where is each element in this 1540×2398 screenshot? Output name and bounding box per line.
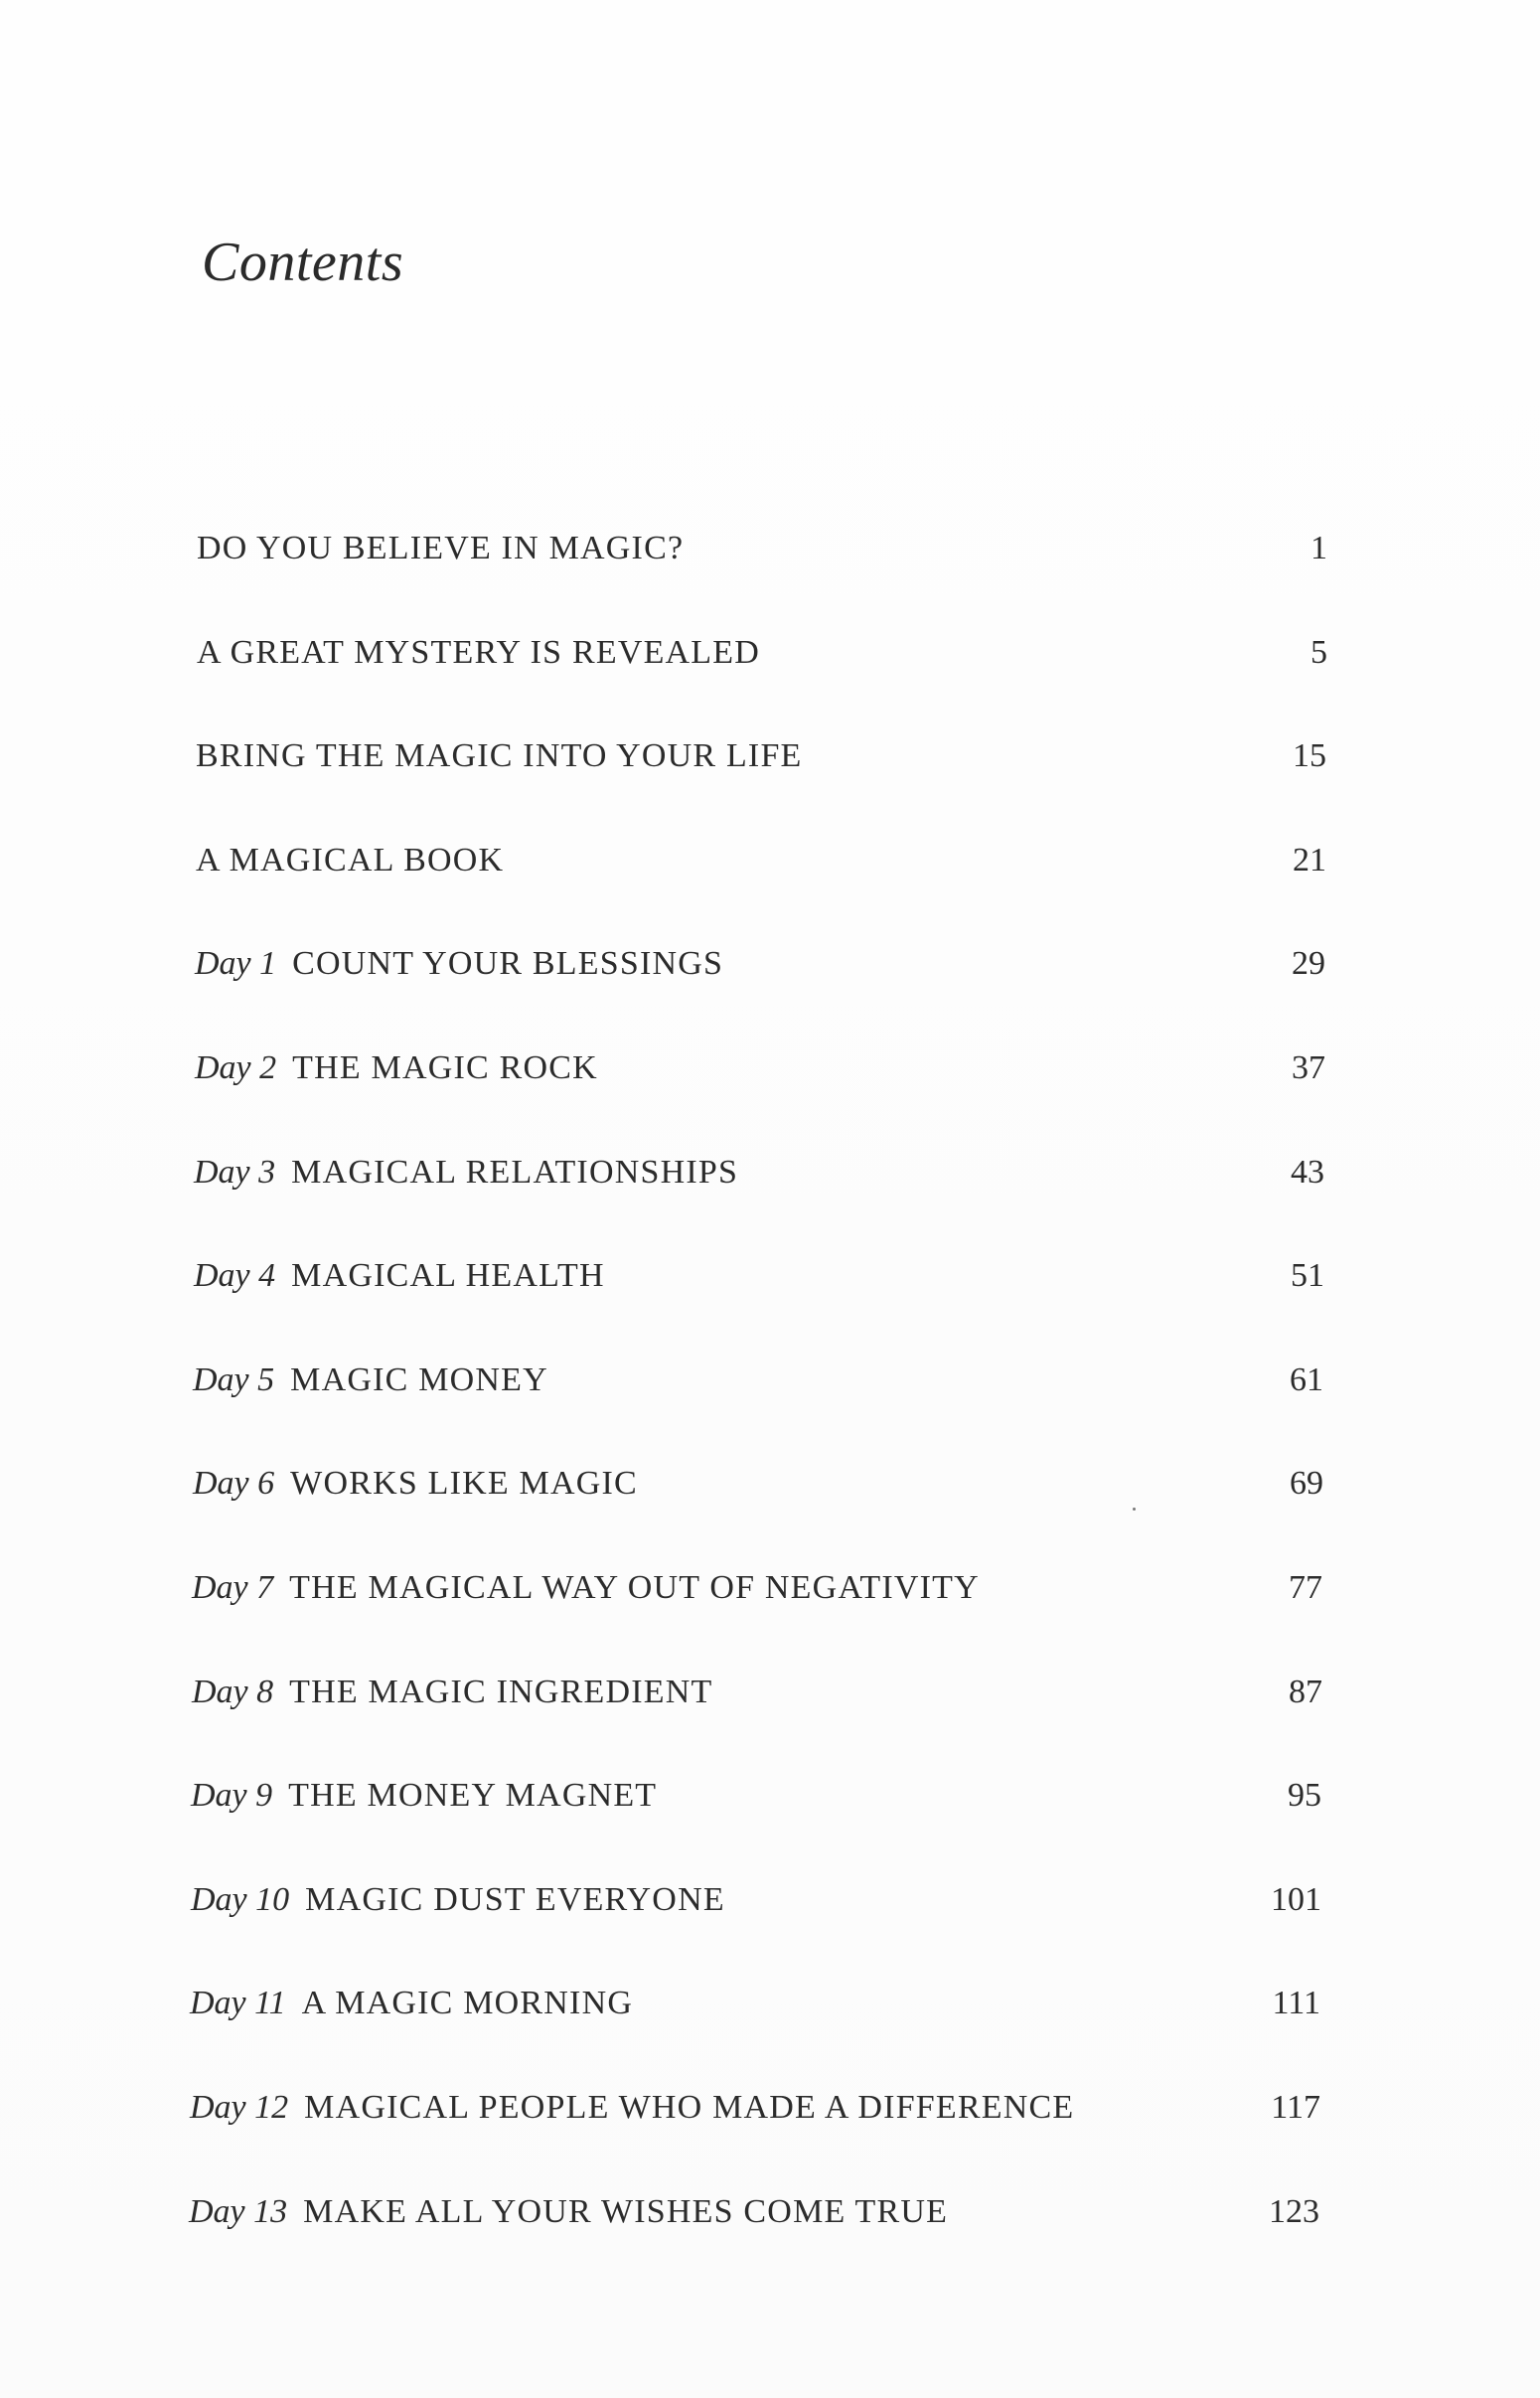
toc-entry[interactable]: [194, 1148, 738, 1198]
toc-entry-title: MAGIC DUST EVERYONE: [305, 1881, 725, 1918]
toc-entry-title: THE MONEY MAGNET: [288, 1777, 658, 1814]
toc-day-label: Day 2: [195, 1049, 277, 1086]
toc-entry[interactable]: [189, 2187, 948, 2237]
toc-page-number: 117: [1271, 2089, 1320, 2126]
contents-heading: Contents: [202, 232, 404, 293]
toc-page-number: 95: [1288, 1777, 1321, 1814]
toc-page-number: 51: [1291, 1257, 1324, 1294]
toc-page-number: 29: [1292, 945, 1325, 982]
toc-entry-title: DO YOU BELIEVE IN MAGIC?: [197, 530, 685, 566]
toc-page-number: 21: [1293, 842, 1326, 879]
toc-entry-title: MAGICAL RELATIONSHIPS: [291, 1154, 739, 1191]
toc-page-number: 37: [1292, 1049, 1325, 1086]
toc-entry[interactable]: [194, 1251, 605, 1301]
toc-entry[interactable]: [192, 1668, 712, 1717]
toc-day-label: Day 9: [191, 1777, 273, 1814]
toc-day-label: Day 12: [190, 2089, 289, 2126]
toc-entry[interactable]: [192, 1563, 980, 1613]
toc-day-label: Day 7: [192, 1569, 274, 1606]
toc-entry-title: A MAGICAL BOOK: [196, 842, 505, 879]
toc-entry-title: MAGIC MONEY: [290, 1361, 548, 1398]
toc-day-label: Day 11: [190, 1985, 286, 2021]
toc-day-label: Day 6: [193, 1465, 275, 1502]
toc-entry-title: MAGICAL HEALTH: [291, 1257, 605, 1294]
toc-page-number: 123: [1269, 2193, 1319, 2230]
toc-day-label: Day 5: [193, 1361, 275, 1398]
toc-entry[interactable]: [195, 1043, 598, 1093]
toc-day-label: Day 4: [194, 1257, 276, 1294]
toc-page-number: 43: [1291, 1154, 1324, 1191]
toc-entry[interactable]: [196, 731, 803, 781]
toc-entry-title: THE MAGIC ROCK: [292, 1049, 598, 1086]
toc-entry[interactable]: [196, 836, 504, 885]
toc-entry-title: MAKE ALL YOUR WISHES COME TRUE: [303, 2193, 949, 2230]
toc-page-number: 1: [1310, 530, 1327, 566]
toc-entry[interactable]: [193, 1459, 638, 1509]
toc-page-number: 77: [1289, 1569, 1322, 1606]
toc-page-number: 69: [1290, 1465, 1323, 1502]
toc-entry[interactable]: [193, 1356, 548, 1405]
toc-entry[interactable]: [190, 1979, 633, 2028]
toc-entry[interactable]: [197, 524, 684, 573]
toc-day-label: Day 3: [194, 1154, 276, 1191]
toc-entry-title: A MAGIC MORNING: [301, 1985, 634, 2021]
print-speck: [1133, 1508, 1136, 1511]
toc-page-number: 87: [1289, 1674, 1322, 1710]
toc-entry-title: MAGICAL PEOPLE WHO MADE A DIFFERENCE: [304, 2089, 1075, 2126]
toc-entry-title: BRING THE MAGIC INTO YOUR LIFE: [196, 737, 803, 774]
toc-entry[interactable]: [195, 939, 723, 989]
toc-page-number: 101: [1271, 1881, 1321, 1918]
toc-entry[interactable]: [190, 2083, 1074, 2133]
toc-page-number: 61: [1290, 1361, 1323, 1398]
toc-page-number: 5: [1310, 634, 1327, 671]
toc-day-label: Day 10: [191, 1881, 290, 1918]
toc-day-label: Day 8: [192, 1674, 274, 1710]
toc-entry-title: WORKS LIKE MAGIC: [290, 1465, 638, 1502]
toc-entry-title: COUNT YOUR BLESSINGS: [292, 945, 724, 982]
toc-entry-title: THE MAGIC INGREDIENT: [289, 1674, 713, 1710]
toc-day-label: Day 13: [189, 2193, 288, 2230]
toc-page-number: 15: [1293, 737, 1326, 774]
toc-entry[interactable]: [197, 628, 760, 678]
toc-day-label: Day 1: [195, 945, 277, 982]
toc-entry[interactable]: [191, 1771, 657, 1821]
toc-entry[interactable]: [191, 1875, 725, 1925]
toc-entry-title: THE MAGICAL WAY OUT OF NEGATIVITY: [289, 1569, 980, 1606]
toc-page-number: 111: [1272, 1985, 1320, 2021]
toc-entry-title: A GREAT MYSTERY IS REVEALED: [197, 634, 760, 671]
